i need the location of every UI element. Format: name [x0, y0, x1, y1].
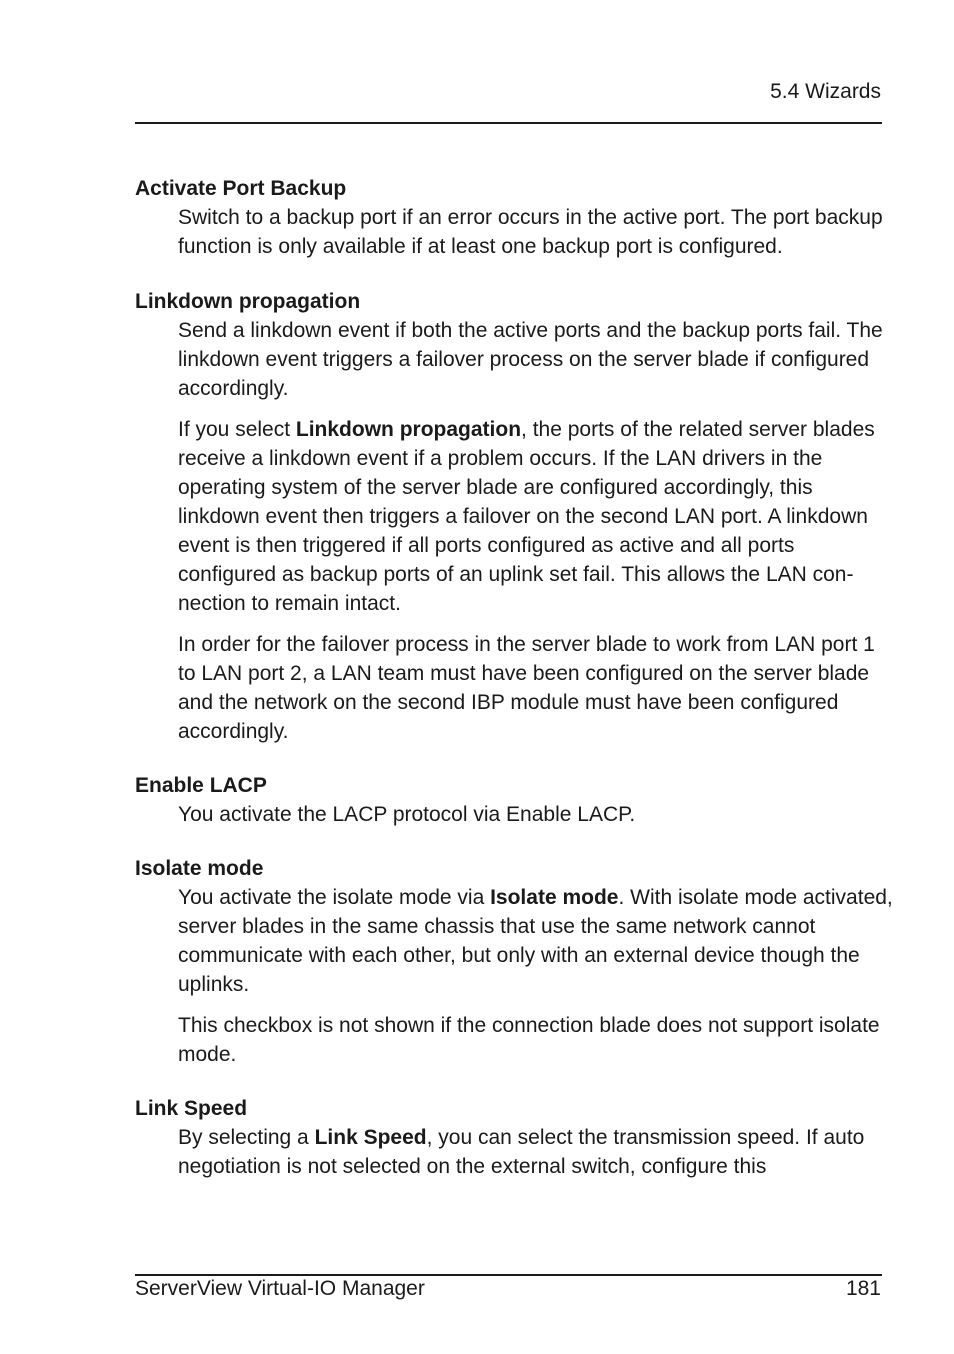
term-heading: Isolate mode — [135, 857, 264, 880]
footer-title: ServerView Virtual-IO Manager — [135, 1277, 425, 1300]
paragraph: This checkbox is not shown if the connection blade does not support isolate mode. — [178, 1014, 880, 1066]
term-heading: Activate Port Backup — [135, 177, 347, 200]
term-description — [178, 203, 895, 261]
paragraph: If you select Linkdown propagation, the ports of the related server blades receive a linkdown event if a problem occurs. If the LAN drivers in the operating system of the server blade are configured accordingly, this linkdown event then triggers a failover on the second LAN port. A linkdown event is then triggered if all ports configured as active and all ports configured as backup ports of an uplink set fail. This allows the LAN connection to remain intact. — [178, 418, 875, 615]
page-number: 181 — [845, 1277, 881, 1300]
paragraph: You activate the LACP protocol via Enable LACP. — [178, 803, 636, 826]
paragraph: Switch to a backup port if an error occurs in the active port. The port backup function is only available if at least one backup port is configured. — [178, 206, 883, 258]
bold-term: Linkdown propagation — [295, 418, 522, 441]
paragraph: In order for the failover process in the server blade to work from LAN port 1 to LAN port 2, a LAN team must have been configured on the server blade and the network on the second IBP module must have been configured accordingly. — [178, 633, 875, 743]
term-description — [178, 800, 895, 829]
running-header: 5.4 Wizards — [770, 80, 881, 103]
term-heading: Link Speed — [135, 1097, 248, 1120]
section-activate-port-backup — [135, 174, 895, 261]
section-enable-lacp — [135, 771, 895, 829]
section-isolate-mode — [135, 854, 895, 1069]
page-content — [135, 174, 895, 1181]
term-description — [178, 883, 895, 1069]
term-description — [178, 1123, 895, 1181]
paragraph: By selecting a Link Speed, you can select the transmission speed. If auto negotiation is not selected on the external switch, configure this — [178, 1126, 865, 1178]
section-linkdown-propagation — [135, 287, 895, 746]
bold-term: Isolate mode — [490, 886, 619, 909]
term-heading: Linkdown propagation — [135, 290, 361, 313]
header-rule — [135, 122, 882, 124]
bold-term: Link Speed — [314, 1126, 427, 1149]
section-link-speed — [135, 1094, 895, 1181]
paragraph: Send a linkdown event if both the active ports and the backup ports fail. The linkdown event triggers a failover process on the server blade if configured accordingly. — [178, 319, 883, 400]
term-heading: Enable LACP — [135, 774, 267, 797]
paragraph: You activate the isolate mode via Isolate mode. With isolate mode activated, server blades in the same chassis that use the same network cannot communicate with each other, but only with an external device though the uplinks. — [178, 886, 893, 996]
term-description — [178, 316, 895, 746]
